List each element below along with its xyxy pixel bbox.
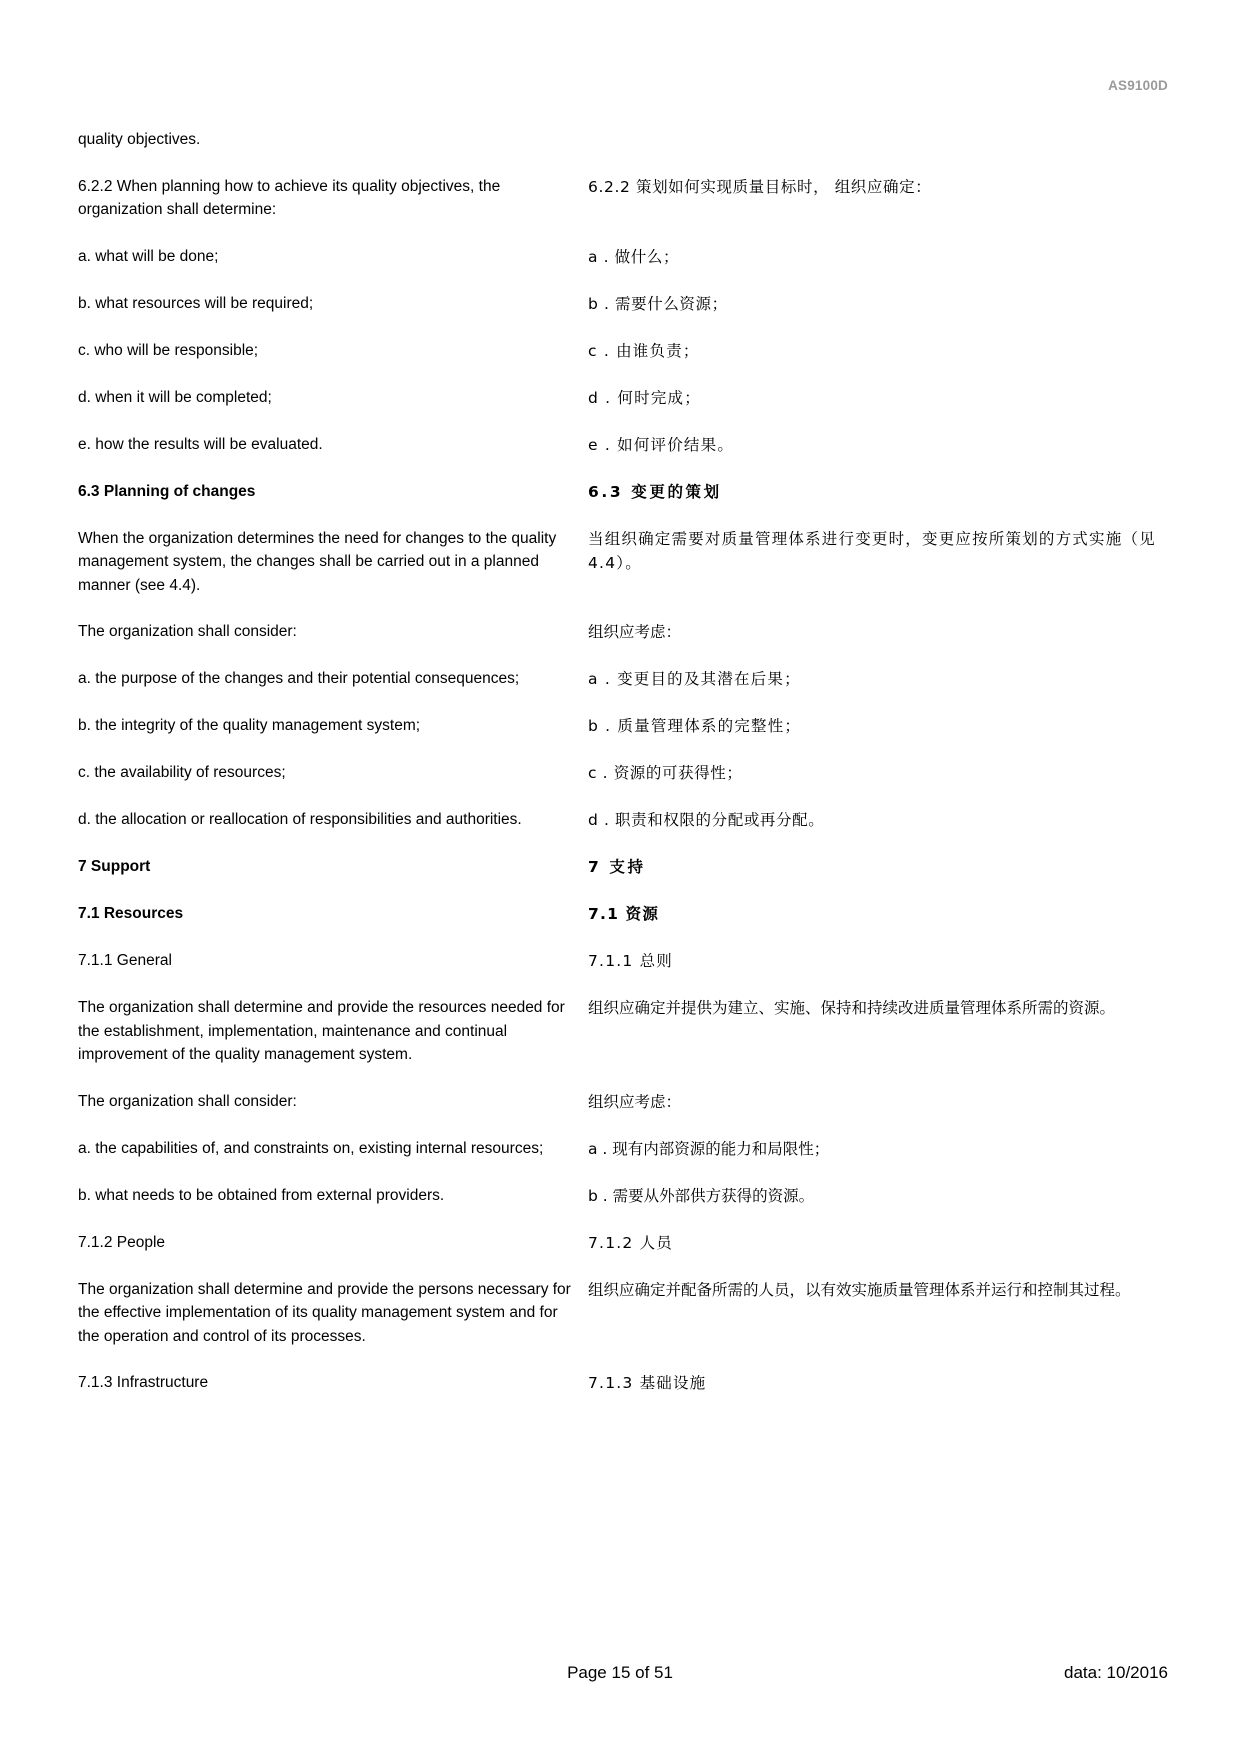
paragraph-zh: 当组织确定需要对质量管理体系进行变更时，变更应按所策划的方式实施（见4.4）。 <box>588 529 1156 572</box>
paragraph-zh: e . 如何评价结果。 <box>588 435 735 454</box>
english-column <box>78 1278 588 1349</box>
paragraph-zh: 7.1.1 总则 <box>588 952 673 970</box>
english-column <box>78 175 588 222</box>
content-row <box>78 1184 1170 1208</box>
paragraph-en: e. how the results will be evaluated. <box>78 435 323 453</box>
chinese-column <box>588 667 1170 691</box>
english-column <box>78 855 588 879</box>
english-column <box>78 245 588 269</box>
paragraph-zh: 7.1.2 人员 <box>588 1233 673 1252</box>
english-column <box>78 1184 588 1208</box>
content-row <box>78 175 1170 222</box>
heading-zh: 6.3 变更的策划 <box>588 482 722 501</box>
content-row <box>78 1278 1170 1349</box>
chinese-column <box>588 1184 1170 1208</box>
english-column <box>78 667 588 691</box>
page-footer <box>0 1635 1240 1755</box>
paragraph-en: The organization shall determine and provide the resources needed for the establishment, implementation, maintenance and continual improvement of the quality management system. <box>78 999 565 1063</box>
footer-date: data: 10/2016 <box>1064 1663 1168 1682</box>
chinese-column <box>588 480 1170 504</box>
paragraph-en: 6.2.2 When planning how to achieve its quality objectives, the organization shall determine: <box>78 177 501 218</box>
chinese-column <box>588 175 1170 222</box>
paragraph-en: quality objectives. <box>78 131 201 148</box>
content-row <box>78 761 1170 785</box>
english-column <box>78 949 588 973</box>
chinese-column <box>588 433 1170 457</box>
content-row <box>78 667 1170 691</box>
chinese-column <box>588 761 1170 785</box>
chinese-column <box>588 386 1170 410</box>
content-row <box>78 292 1170 316</box>
content-row <box>78 1371 1170 1395</box>
heading-en: 7 Support <box>78 858 151 875</box>
heading-zh: 7.1 资源 <box>588 905 660 923</box>
paragraph-en: a. what will be done; <box>78 247 219 265</box>
paragraph-en: The organization shall consider: <box>78 623 297 640</box>
paragraph-zh: a . 现有内部资源的能力和局限性； <box>588 1139 830 1158</box>
english-column <box>78 714 588 738</box>
content-row <box>78 433 1170 457</box>
paragraph-zh: b . 需要从外部供方获得的资源。 <box>588 1186 815 1205</box>
paragraph-en: d. the allocation or reallocation of responsibilities and authorities. <box>78 811 522 828</box>
chinese-column <box>588 292 1170 316</box>
chinese-column <box>588 714 1170 738</box>
english-column <box>78 1137 588 1161</box>
paragraph-zh: 组织应确定并配备所需的人员，以有效实施质量管理体系并运行和控制其过程。 <box>588 1280 1131 1299</box>
paragraph-zh: 组织应考虑： <box>588 1092 682 1111</box>
chinese-column <box>588 949 1170 973</box>
content-row <box>78 1231 1170 1255</box>
chinese-column <box>588 1137 1170 1161</box>
paragraph-zh: c . 资源的可获得性； <box>588 764 743 782</box>
section-heading-row <box>78 480 1170 504</box>
paragraph-en: The organization shall determine and provide the persons necessary for the effective implementation of its quality management system and for the operation and control of its processes. <box>78 1280 571 1345</box>
content-row <box>78 1090 1170 1114</box>
chinese-column <box>588 855 1170 879</box>
section-heading-row <box>78 902 1170 926</box>
paragraph-zh: d . 何时完成； <box>588 388 701 407</box>
paragraph-en: a. the purpose of the changes and their potential consequences; <box>78 670 520 687</box>
content-row <box>78 808 1170 832</box>
paragraph-zh: b . 需要什么资源； <box>588 294 728 313</box>
english-column <box>78 292 588 316</box>
document-body <box>78 128 1170 1418</box>
chinese-column <box>588 245 1170 269</box>
paragraph-en: 7.1.1 General <box>78 952 172 969</box>
heading-zh: 7 支持 <box>588 858 646 876</box>
paragraph-en: The organization shall consider: <box>78 1092 297 1110</box>
english-column <box>78 339 588 363</box>
content-row <box>78 620 1170 644</box>
paragraph-en: 7.1.3 Infrastructure <box>78 1374 209 1391</box>
chinese-column <box>588 996 1170 1067</box>
english-column <box>78 433 588 457</box>
chinese-column <box>588 808 1170 832</box>
paragraph-zh: 组织应考虑： <box>588 623 682 641</box>
paragraph-zh: b . 质量管理体系的完整性； <box>588 717 802 735</box>
paragraph-zh: 6.2.2 策划如何实现质量目标时， 组织应确定： <box>588 177 932 196</box>
paragraph-en: c. the availability of resources; <box>78 764 286 781</box>
heading-en: 6.3 Planning of changes <box>78 482 256 500</box>
english-column <box>78 527 588 598</box>
english-column <box>78 386 588 410</box>
paragraph-en: c. who will be responsible; <box>78 341 259 359</box>
paragraph-en: 7.1.2 People <box>78 1233 166 1251</box>
paragraph-en: a. the capabilities of, and constraints on, existing internal resources; <box>78 1139 544 1157</box>
paragraph-en: b. the integrity of the quality management system; <box>78 717 421 734</box>
paragraph-en: b. what resources will be required; <box>78 294 314 312</box>
section-heading-row <box>78 855 1170 879</box>
english-column <box>78 902 588 926</box>
paragraph-zh: d . 职责和权限的分配或再分配。 <box>588 811 825 829</box>
english-column <box>78 128 588 152</box>
paragraph-zh: a . 做什么； <box>588 247 680 266</box>
footer-page-number: Page 15 of 51 <box>567 1663 673 1682</box>
chinese-column <box>588 527 1170 598</box>
english-column <box>78 480 588 504</box>
chinese-column <box>588 902 1170 926</box>
english-column <box>78 1090 588 1114</box>
english-column <box>78 1231 588 1255</box>
content-row <box>78 386 1170 410</box>
document-header-code: AS9100D <box>1108 78 1168 93</box>
chinese-column <box>588 339 1170 363</box>
english-column <box>78 808 588 832</box>
chinese-column <box>588 1231 1170 1255</box>
paragraph-zh: 7.1.3 基础设施 <box>588 1374 707 1392</box>
paragraph-en: b. what needs to be obtained from external providers. <box>78 1186 445 1204</box>
paragraph-zh: 组织应确定并提供为建立、实施、保持和持续改进质量管理体系所需的资源。 <box>588 999 1116 1017</box>
content-row <box>78 714 1170 738</box>
chinese-column <box>588 1371 1170 1395</box>
chinese-column <box>588 1278 1170 1349</box>
english-column <box>78 761 588 785</box>
content-row <box>78 996 1170 1067</box>
chinese-column <box>588 1090 1170 1114</box>
english-column <box>78 1371 588 1395</box>
chinese-column <box>588 620 1170 644</box>
paragraph-zh: c . 由谁负责； <box>588 341 700 360</box>
paragraph-en: d. when it will be completed; <box>78 388 272 406</box>
content-row <box>78 128 1170 152</box>
content-row <box>78 1137 1170 1161</box>
content-row <box>78 339 1170 363</box>
paragraph-zh: a . 变更目的及其潜在后果； <box>588 670 801 688</box>
content-row <box>78 245 1170 269</box>
content-row <box>78 949 1170 973</box>
english-column <box>78 996 588 1067</box>
content-row <box>78 527 1170 598</box>
english-column <box>78 620 588 644</box>
chinese-column <box>588 128 1170 152</box>
paragraph-en: When the organization determines the need for changes to the quality management system, the changes shall be carried out in a planned manner (see 4.4). <box>78 529 557 594</box>
heading-en: 7.1 Resources <box>78 905 184 922</box>
